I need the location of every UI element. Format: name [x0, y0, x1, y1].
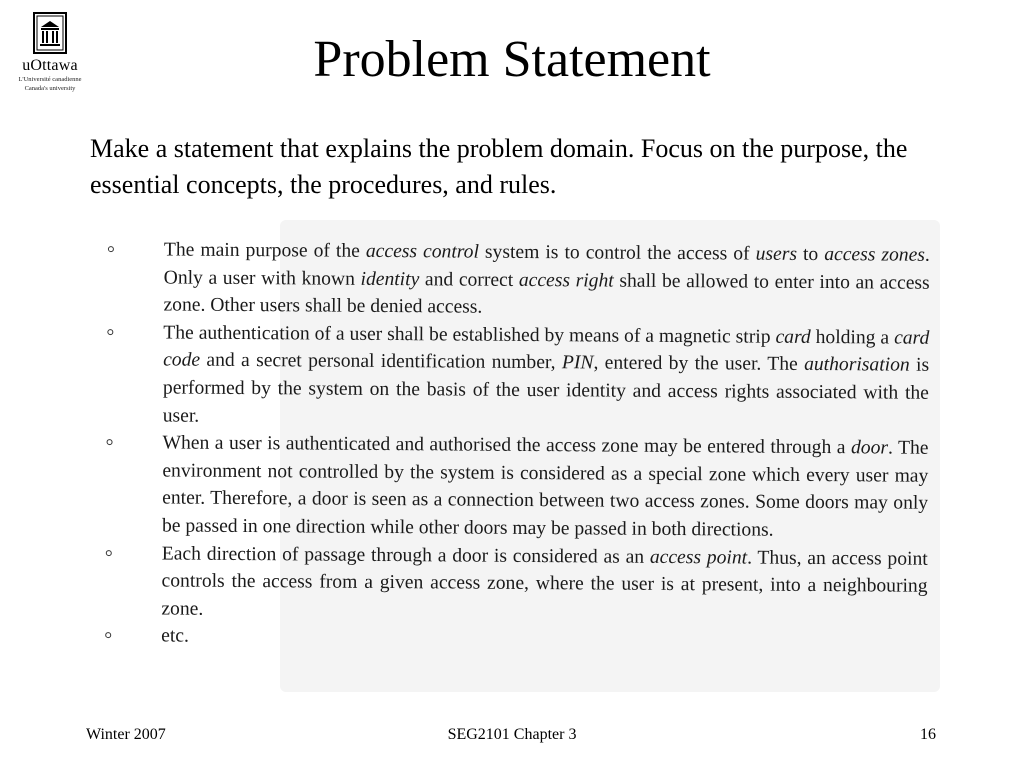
emphasized-term: door [850, 437, 889, 459]
excerpt-item [97, 540, 928, 629]
excerpt-text [162, 433, 929, 541]
text-segment: Each direction of passage through a door is considered as an [161, 542, 650, 568]
excerpt-item [97, 622, 927, 655]
footer-date: Winter 2007 [86, 726, 166, 743]
emphasized-term: card [775, 326, 811, 348]
emphasized-term: users [755, 243, 798, 265]
scanned-excerpt [100, 220, 940, 692]
emphasized-term: access control [365, 240, 480, 263]
excerpt-list [97, 236, 930, 656]
intro-paragraph: Make a statement that explains the problem domain. Focus on the purpose, the essential concepts, the procedures, and rules. [90, 134, 908, 199]
logo-subtitle-line2: Canada's university [24, 85, 76, 92]
text-segment: to [796, 243, 825, 266]
excerpt-text [161, 626, 189, 647]
text-segment: . Only a user with known [163, 244, 930, 290]
emphasized-term: authorisation [804, 354, 910, 377]
logo-subtitle-line1: L'Université canadienne [18, 76, 82, 83]
text-segment: The authentication of a user shall be established by means of a magnetic strip [163, 322, 776, 348]
excerpt-text [161, 543, 927, 619]
logo-wordmark: uOttawa [22, 57, 78, 74]
text-segment: The main purpose of the [163, 239, 366, 262]
footer-course: SEG2101 Chapter 3 [447, 726, 577, 743]
text-segment: . Thus, an access point controls the access from a given access zone, where the user is at present, into a neighbouring zone. [161, 547, 928, 620]
bullet-icon [107, 329, 113, 335]
bullet-icon [105, 632, 111, 638]
text-segment: and a secret personal identification number, [200, 350, 562, 374]
page-number: 16 [920, 726, 936, 743]
slide-title: Problem Statement [313, 31, 711, 88]
excerpt-item [98, 429, 929, 545]
excerpt-item [99, 319, 930, 435]
excerpt-text [163, 322, 930, 426]
bullet-icon [106, 550, 112, 556]
excerpt-item [99, 236, 930, 325]
text-segment: When a user is authenticated and authorised the access zone may be entered through a [162, 432, 852, 459]
bullet-icon [108, 246, 114, 252]
text-segment: system is to control the access of [478, 241, 756, 265]
emphasized-term: identity [360, 268, 420, 290]
text-segment: etc. [161, 625, 190, 647]
emphasized-term: access zones [824, 244, 926, 266]
text-segment: and correct [419, 268, 519, 291]
text-segment: holding a [810, 326, 895, 349]
emphasized-term: access right [518, 269, 614, 292]
emphasized-term: card code [163, 327, 930, 372]
text-segment: shall be allowed to enter into an access zone. Other users shall be denied access. [163, 270, 930, 318]
emphasized-term: PIN [561, 352, 594, 374]
text-segment: , entered by the user. The [593, 352, 805, 376]
text-segment: is performed by the system on the basis of the user identity and access rights associated with the user. [162, 355, 930, 427]
text-segment: . The environment not controlled by the system is considered as a special zone which every user may enter. Therefore, a door is seen as a connection between two access zones. Some doors may only be passed in one direction while other doors may be passed in both directions. [161, 437, 929, 541]
emphasized-term: access point [649, 546, 748, 569]
bullet-icon [107, 439, 113, 445]
excerpt-text [163, 239, 929, 317]
